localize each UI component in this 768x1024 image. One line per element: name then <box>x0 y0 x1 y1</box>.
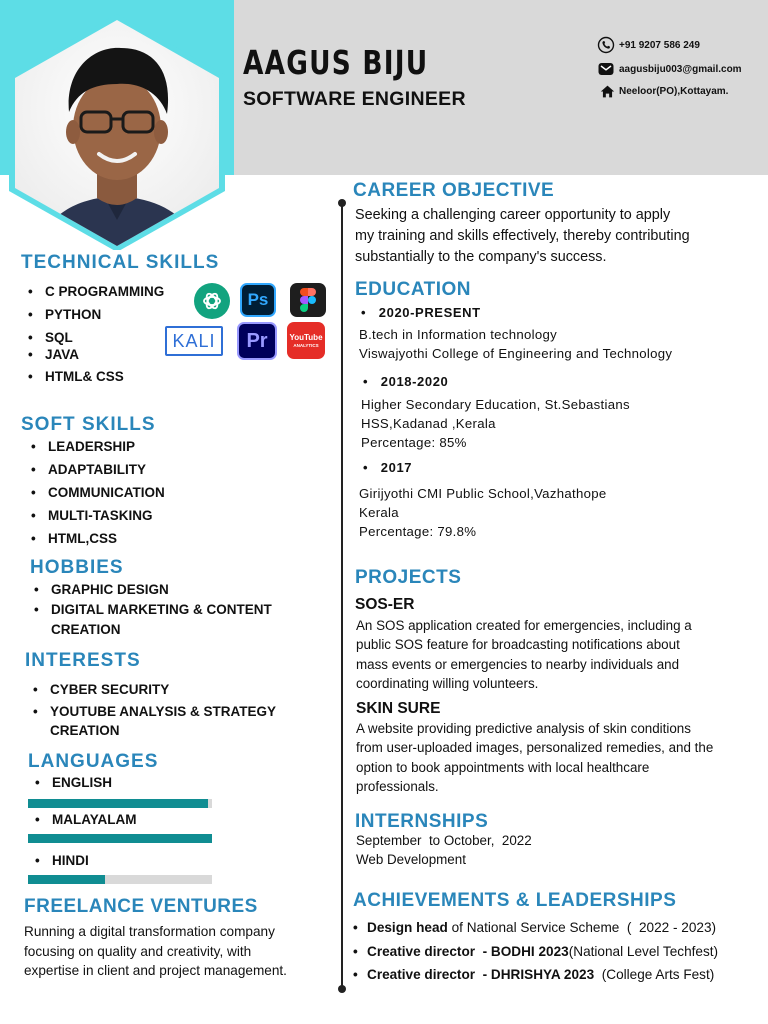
achievement-item: • Design head of National Service Scheme ( 2022 - 2023) <box>353 916 718 940</box>
project-title: SKIN SURE <box>356 700 441 717</box>
education-title: EDUCATION <box>355 279 472 300</box>
text-line: coordinating willing volunteers. <box>356 675 539 691</box>
language-malayalam <box>32 812 137 827</box>
job-title: SOFTWARE ENGINEER <box>243 88 466 110</box>
text-line: Seeking a challenging career opportunity to apply <box>355 207 671 223</box>
text-line: Viswajyothi College of Engineering and Technology <box>359 346 673 362</box>
achievements-list <box>353 916 718 987</box>
kali-icon: KALI <box>165 326 223 356</box>
list-item: • SQL <box>25 330 164 347</box>
list-item: • JAVA <box>25 347 164 369</box>
text-line: focusing on quality and creativity, with <box>24 943 252 959</box>
text-line: Percentage: 85% <box>361 435 467 451</box>
contact-address <box>600 82 728 100</box>
technical-skills-list <box>25 284 164 391</box>
interests-list <box>30 682 276 742</box>
text-line: A website providing predictive analysis of skin conditions <box>356 721 691 736</box>
list-item: • DIGITAL MARKETING & CONTENT <box>31 602 272 622</box>
internship-field: Web Development <box>356 852 466 867</box>
text-line: Girijyothi CMI Public School,Vazhathope <box>359 486 607 501</box>
list-item: • MULTI-TASKING <box>28 508 165 531</box>
timeline-line <box>341 203 343 989</box>
list-item: • COMMUNICATION <box>28 485 165 508</box>
language-bar-english <box>28 799 212 808</box>
education-details <box>359 325 672 363</box>
text-line: my training and skills effectively, thereby contributing <box>355 228 690 244</box>
text-line: Running a digital transformation company <box>24 924 275 939</box>
text-line: substantially to the company's success. <box>355 249 607 265</box>
text-line: option to book appointments with local healthcare <box>356 759 650 775</box>
education-year: • 2018-2020 <box>363 374 449 389</box>
language-bar-fill <box>28 834 212 843</box>
list-item: • CYBER SECURITY <box>30 682 276 704</box>
photoshop-icon: Ps <box>240 283 276 317</box>
list-item: • C PROGRAMMING <box>25 284 164 307</box>
address: Neeloor(PO),Kottayam. <box>619 85 729 97</box>
language-hindi <box>32 853 89 868</box>
text-line: An SOS application created for emergencies, including a <box>356 618 692 633</box>
career-objective-text <box>355 205 690 268</box>
list-item: • HTML,CSS <box>28 531 165 554</box>
text-line: B.tech in Information technology <box>359 327 557 342</box>
internships-title: INTERNSHIPS <box>355 811 489 832</box>
email-address: aagusbiju003@gmail.com <box>619 63 742 75</box>
text-line: HSS,Kadanad ,Kerala <box>361 416 496 432</box>
timeline-dot-bottom <box>338 985 346 993</box>
text-line: expertise in client and project management. <box>24 963 287 979</box>
timeline-dot-top <box>338 199 346 207</box>
text-line: Percentage: 79.8% <box>359 524 477 540</box>
project-description <box>356 719 713 796</box>
text-line: mass events or emergencies to nearby individuals and <box>356 656 680 672</box>
achievement-item: • Creative director - BODHI 2023(National Level Techfest) <box>353 940 718 964</box>
education-details <box>359 484 606 542</box>
language-label: • HINDI <box>32 853 89 868</box>
profile-photo <box>7 14 227 250</box>
contact-email <box>597 60 742 78</box>
freelance-description <box>24 922 287 981</box>
education-details <box>361 395 630 453</box>
list-item: • LEADERSHIP <box>28 439 165 462</box>
project-description <box>356 616 692 693</box>
language-bar-fill <box>28 799 208 808</box>
list-item: • PYTHON <box>25 307 164 330</box>
language-label: • ENGLISH <box>32 775 112 790</box>
hobbies-list <box>31 582 272 642</box>
language-english <box>32 775 112 790</box>
education-year: • 2020-PRESENT <box>361 305 481 320</box>
text-line: Kerala <box>359 505 399 521</box>
achievements-title: ACHIEVEMENTS & LEADERSHIPS <box>353 890 677 911</box>
language-bar-hindi <box>28 875 212 884</box>
list-item: • YOUTUBE ANALYSIS & STRATEGY <box>30 704 276 723</box>
list-item: • GRAPHIC DESIGN <box>31 582 272 602</box>
list-item: • ADAPTABILITY <box>28 462 165 485</box>
language-bar-malayalam <box>28 834 212 843</box>
text-line: professionals. <box>356 778 439 794</box>
achievement-item: • Creative director - DHRISHYA 2023 (College Arts Fest) <box>353 963 718 987</box>
project-title: SOS-ER <box>355 596 415 613</box>
phone-icon <box>597 36 615 54</box>
home-icon <box>600 84 615 99</box>
freelance-title: FREELANCE VENTURES <box>24 896 258 917</box>
premiere-pro-icon: Pr <box>237 322 277 360</box>
youtube-analytics-icon: YouTube ANALYTICS <box>287 322 325 359</box>
soft-skills-title: SOFT SKILLS <box>21 414 156 435</box>
person-name: AAGUS BIJU <box>243 43 429 82</box>
education-year: • 2017 <box>363 460 413 475</box>
language-bar-fill <box>28 875 105 884</box>
soft-skills-list <box>28 439 165 554</box>
list-item-continuation: CREATION <box>50 723 120 738</box>
internship-period: September to October, 2022 <box>356 833 532 848</box>
list-item-continuation: CREATION <box>51 622 121 637</box>
text-line: Higher Secondary Education, St.Sebastians <box>361 397 630 412</box>
contact-phone <box>597 36 700 54</box>
list-item: • HTML& CSS <box>25 369 164 391</box>
projects-title: PROJECTS <box>355 567 462 588</box>
hobbies-title: HOBBIES <box>30 557 124 578</box>
phone-number: +91 9207 586 249 <box>619 39 700 51</box>
career-objective-title: CAREER OBJECTIVE <box>353 180 555 201</box>
interests-title: INTERESTS <box>25 650 141 671</box>
chatgpt-icon <box>194 283 230 319</box>
technical-skills-title: TECHNICAL SKILLS <box>21 252 220 273</box>
text-line: public SOS feature for broadcasting notifications about <box>356 637 680 653</box>
email-icon <box>597 60 615 78</box>
figma-icon <box>290 283 326 317</box>
languages-title: LANGUAGES <box>28 751 159 772</box>
language-label: • MALAYALAM <box>32 812 137 827</box>
text-line: from user-uploaded images, personalized remedies, and the <box>356 740 714 756</box>
